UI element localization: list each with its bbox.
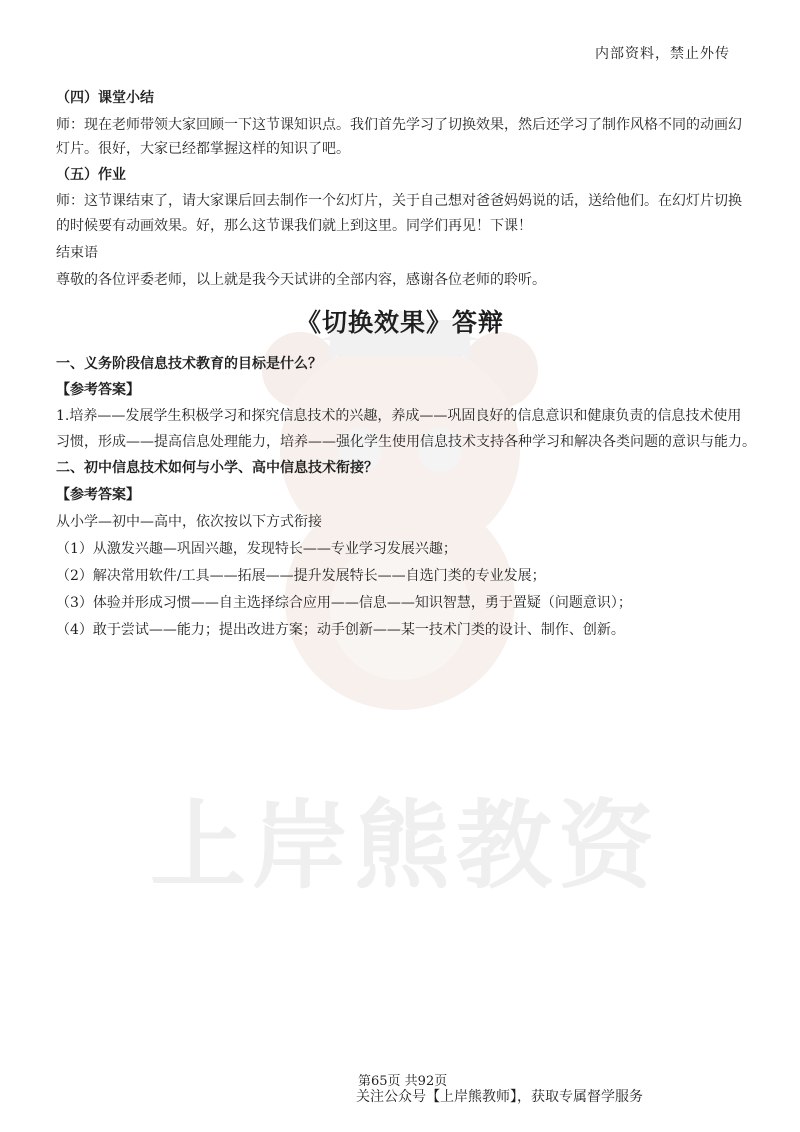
answer-1-line-1: 1.培养——发展学生积极学习和探究信息技术的兴趣，养成——巩固良好的信息意识和健康负责的信息技术使用 <box>56 408 742 424</box>
homework-line-1: 师：这节课结束了，请大家课后回去制作一个幻灯片，关于自己想对爸爸妈妈说的话，送给他们。在幻灯片切换 <box>56 193 742 209</box>
answer-2-intro: 从小学—初中—高中，依次按以下方式衔接 <box>56 514 322 530</box>
page-number: 第65页 共92页 <box>358 1074 448 1089</box>
summary-heading: （四）课堂小结 <box>56 90 154 106</box>
question-2: 二、初中信息技术如何与小学、高中信息技术衔接？ <box>56 460 378 476</box>
answer-label-1: 【参考答案】 <box>56 382 140 398</box>
homework-line-2: 的时候要有动画效果。好，那么这节课我们就上到这里。同学们再见！下课！ <box>56 218 532 234</box>
defense-title: 《切换效果》答辩 <box>295 308 504 337</box>
answer-2-item-3: （3）体验并形成习惯——自主选择综合应用——信息——知识智慧，勇于置疑（问题意识）； <box>56 595 632 611</box>
closing-heading: 结束语 <box>56 245 98 261</box>
homework-heading: （五）作业 <box>56 167 126 183</box>
footer-promo: 关注公众号【上岸熊教师】，获取专属督学服务 <box>356 1089 643 1105</box>
answer-label-2: 【参考答案】 <box>56 487 140 503</box>
answer-2-item-4: （4）敢于尝试——能力；提出改进方案；动手创新——某一技术门类的设计、制作、创新。 <box>56 622 625 638</box>
answer-1-line-2: 习惯，形成——提高信息处理能力，培养——强化学生使用信息技术支持各种学习和解决各类问题的意识与能力。 <box>56 434 756 450</box>
answer-2-item-1: （1）从激发兴趣—巩固兴趣，发现特长——专业学习发展兴趣； <box>56 541 457 557</box>
question-1: 一、义务阶段信息技术教育的目标是什么？ <box>56 356 322 372</box>
answer-2-item-2: （2）解决常用软件/工具——拓展——提升发展特长——自选门类的专业发展； <box>56 568 546 584</box>
summary-line-2: 灯片。很好，大家已经都掌握这样的知识了吧。 <box>56 141 350 157</box>
closing-line: 尊敬的各位评委老师，以上就是我今天试讲的全部内容，感谢各位老师的聆听。 <box>56 272 546 288</box>
confidential-note: 内部资料，禁止外传 <box>595 46 730 62</box>
summary-line-1: 师：现在老师带领大家回顾一下这节课知识点。我们首先学习了切换效果，然后还学习了制作风格不同的动画幻 <box>56 117 742 133</box>
watermark-text: 上岸熊教资 <box>150 790 660 902</box>
